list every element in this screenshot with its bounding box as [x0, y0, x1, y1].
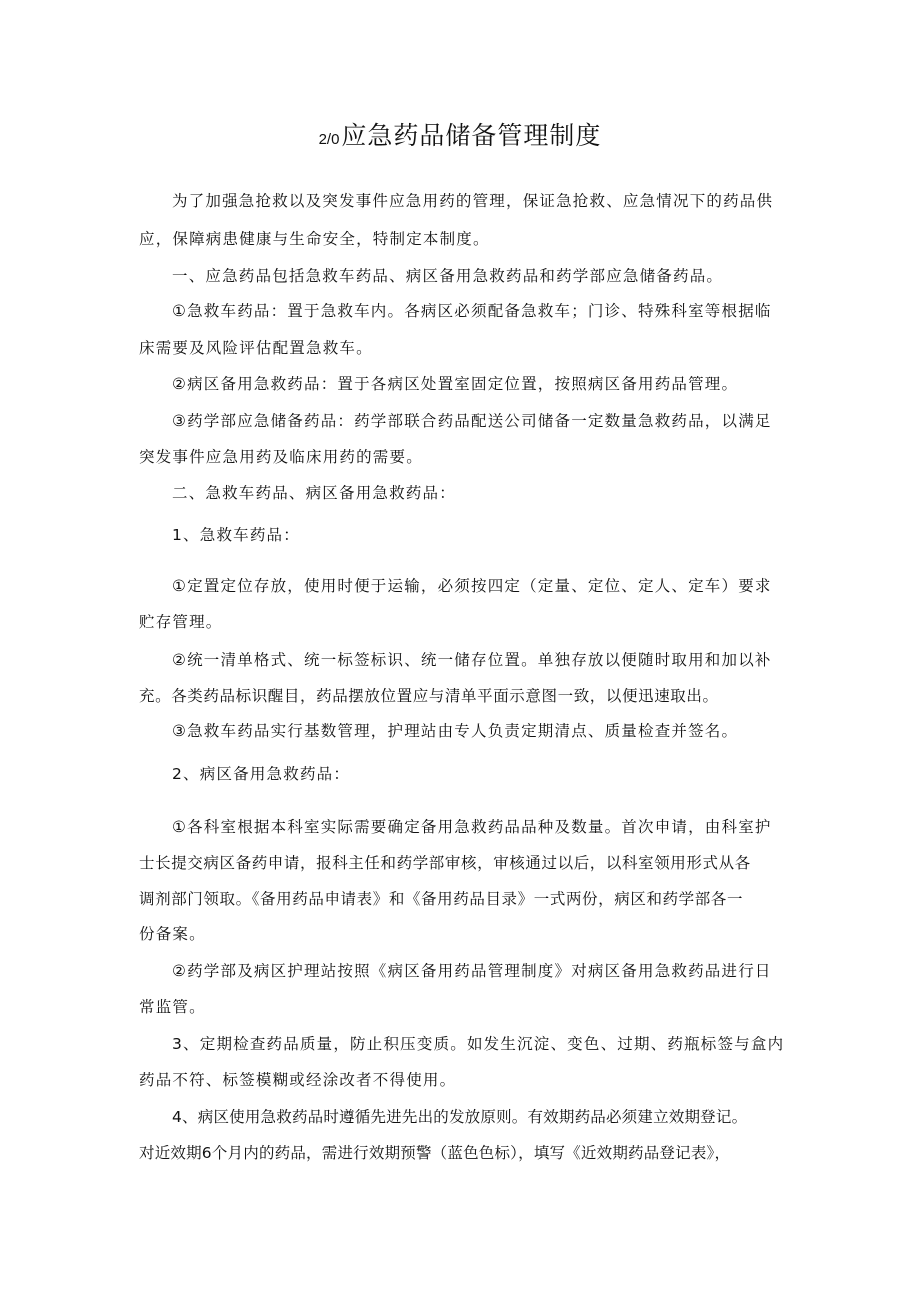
paragraph-line: 调剂部门领取。《备用药品申请表》和《备用药品目录》一式两份，病区和药学部各一 [139, 890, 744, 908]
paragraph-line: 药品不符、标签模糊或经涂改者不得使用。 [139, 1071, 457, 1089]
paragraph-line: 3、定期检查药品质量，防止积压变质。如发生沉淀、变色、过期、药瓶标签与盒内 [172, 1035, 785, 1053]
paragraph-line: 常监管。 [139, 998, 206, 1016]
paragraph-line: ①急救车药品：置于急救车内。各病区必须配备急救车；门诊、特殊科室等根据临 [172, 302, 772, 320]
paragraph-line: 二、急救车药品、病区备用急救药品： [172, 484, 456, 502]
paragraph-line: ①定置定位存放，使用时便于运输，必须按四定（定量、定位、定人、定车）要求 [172, 577, 772, 595]
paragraph-line: 1、急救车药品： [172, 526, 300, 544]
paragraph-line: ②病区备用急救药品：置于各病区处置室固定位置，按照病区备用药品管理。 [172, 375, 739, 393]
paragraph-line: 2、病区备用急救药品： [172, 765, 351, 783]
paragraph-line: 为了加强急抢救以及突发事件应急用药的管理，保证急抢救、应急情况下的药品供 [172, 192, 774, 210]
title-number: 2/0 [318, 131, 340, 148]
paragraph-line: 对近效期6个月内的药品，需进行效期预警（蓝色色标），填写《近效期药品登记表》， [139, 1144, 731, 1162]
paragraph-line: 份备案。 [139, 925, 206, 943]
paragraph-line: 一、应急药品包括急救车药品、病区备用急救药品和药学部应急储备药品。 [172, 267, 724, 285]
paragraph-line: 突发事件应急用药及临床用药的需要。 [139, 448, 423, 466]
title-text: 应急药品储备管理制度 [341, 121, 602, 150]
paragraph-line: 充。各类药品标识醒目，药品摆放位置应与清单平面示意图一致，以便迅速取出。 [139, 687, 719, 705]
paragraph-line: 4、病区使用急救药品时遵循先进先出的发放原则。有效期药品必须建立效期登记。 [172, 1108, 748, 1126]
paragraph-line: 士长提交病区备药申请，报科主任和药学部审核，审核通过以后，以科室领用形式从各 [139, 854, 751, 872]
paragraph-line: 应，保障病患健康与生命安全，特制定本制度。 [139, 230, 490, 248]
document-title [0, 118, 920, 158]
paragraph-line: 贮存管理。 [139, 613, 223, 631]
paragraph-line: ②药学部及病区护理站按照《病区备用药品管理制度》对病区备用急救药品进行日 [172, 962, 772, 980]
paragraph-line: 床需要及风险评估配置急救车。 [139, 339, 373, 357]
paragraph-line: ③药学部应急储备药品：药学部联合药品配送公司储备一定数量急救药品，以满足 [172, 412, 772, 430]
paragraph-line: ①各科室根据本科室实际需要确定备用急救药品品种及数量。首次申请，由科室护 [172, 818, 772, 836]
paragraph-line: ②统一清单格式、统一标签标识、统一储存位置。单独存放以便随时取用和加以补 [172, 651, 772, 669]
paragraph-line: ③急救车药品实行基数管理，护理站由专人负责定期清点、质量检查并签名。 [172, 722, 739, 740]
